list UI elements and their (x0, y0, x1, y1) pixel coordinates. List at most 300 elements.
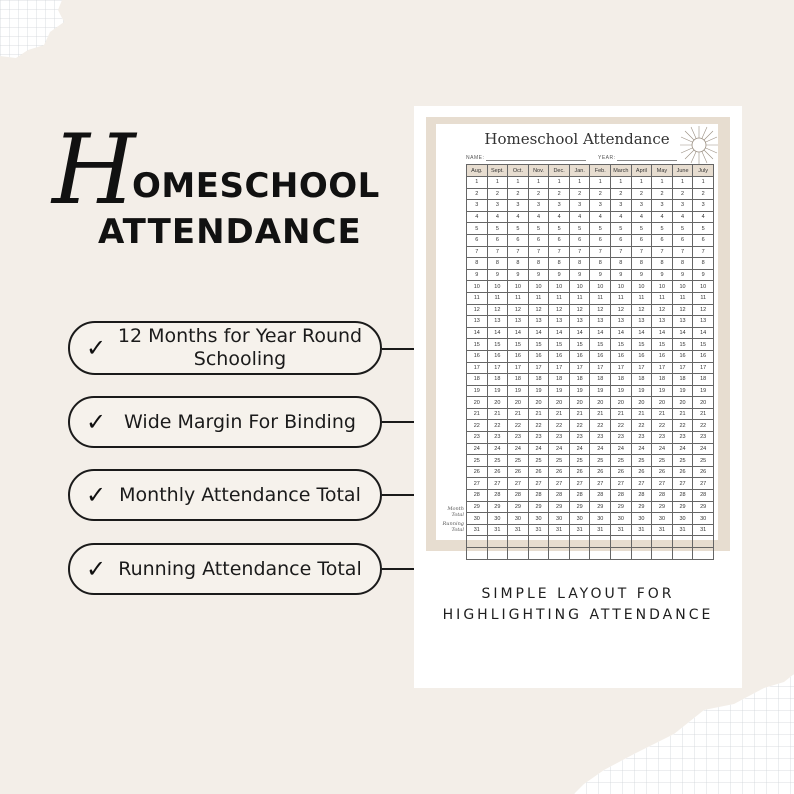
day-cell: 11 (528, 292, 549, 304)
day-cell: 27 (672, 478, 693, 490)
day-cell: 22 (487, 420, 508, 432)
title-line-2: ATTENDANCE (98, 212, 362, 252)
day-cell: 5 (631, 223, 652, 235)
day-cell: 17 (528, 362, 549, 374)
day-cell: 22 (590, 420, 611, 432)
month-header: July (693, 165, 714, 177)
day-cell: 12 (693, 304, 714, 316)
day-cell: 23 (590, 432, 611, 444)
main-title (52, 114, 422, 252)
day-cell: 8 (590, 258, 611, 270)
day-cell: 2 (631, 188, 652, 200)
day-cell: 11 (631, 292, 652, 304)
day-cell: 13 (549, 316, 570, 328)
day-cell: 2 (508, 188, 529, 200)
day-cell: 5 (487, 223, 508, 235)
day-cell: 13 (569, 316, 590, 328)
total-cell (549, 548, 570, 560)
day-cell: 5 (611, 223, 632, 235)
day-cell: 27 (693, 478, 714, 490)
day-cell: 21 (549, 408, 570, 420)
total-cell (672, 548, 693, 560)
day-cell: 10 (528, 281, 549, 293)
day-cell: 7 (549, 246, 570, 258)
day-cell: 31 (672, 524, 693, 536)
day-cell: 28 (528, 490, 549, 502)
month-header: Feb. (590, 165, 611, 177)
day-cell: 3 (590, 200, 611, 212)
day-cell: 15 (528, 339, 549, 351)
day-row (467, 258, 714, 270)
day-cell: 23 (569, 432, 590, 444)
day-row (467, 374, 714, 386)
day-cell: 6 (672, 234, 693, 246)
day-cell: 27 (508, 478, 529, 490)
day-cell: 4 (631, 211, 652, 223)
running-total-row (467, 548, 714, 560)
day-cell: 21 (528, 408, 549, 420)
day-cell: 12 (672, 304, 693, 316)
month-total-label: Month Total (447, 506, 464, 518)
total-cell (693, 548, 714, 560)
day-cell: 12 (631, 304, 652, 316)
day-cell: 17 (467, 362, 488, 374)
day-cell: 30 (549, 513, 570, 525)
day-cell: 5 (652, 223, 673, 235)
day-cell: 21 (569, 408, 590, 420)
day-cell: 1 (652, 177, 673, 189)
day-cell: 15 (508, 339, 529, 351)
day-cell: 7 (652, 246, 673, 258)
day-cell: 10 (652, 281, 673, 293)
day-cell: 5 (569, 223, 590, 235)
day-cell: 22 (652, 420, 673, 432)
day-row (467, 304, 714, 316)
total-cell (508, 536, 529, 548)
day-cell: 13 (611, 316, 632, 328)
day-cell: 25 (693, 455, 714, 467)
day-cell: 28 (508, 490, 529, 502)
day-cell: 23 (693, 432, 714, 444)
day-cell: 19 (652, 385, 673, 397)
day-cell: 17 (549, 362, 570, 374)
day-cell: 17 (693, 362, 714, 374)
day-cell: 1 (693, 177, 714, 189)
day-cell: 6 (508, 234, 529, 246)
day-cell: 3 (693, 200, 714, 212)
day-cell: 2 (693, 188, 714, 200)
day-cell: 16 (569, 350, 590, 362)
day-cell: 19 (487, 385, 508, 397)
day-cell: 3 (569, 200, 590, 212)
day-cell: 22 (528, 420, 549, 432)
month-header: March (611, 165, 632, 177)
month-header: Sept. (487, 165, 508, 177)
day-cell: 27 (467, 478, 488, 490)
day-cell: 6 (569, 234, 590, 246)
day-cell: 25 (631, 455, 652, 467)
month-header: Oct. (508, 165, 529, 177)
day-cell: 28 (590, 490, 611, 502)
day-cell: 19 (631, 385, 652, 397)
feature-pill-year-round (68, 321, 382, 375)
day-cell: 10 (672, 281, 693, 293)
title-script-initial: H (52, 114, 136, 226)
day-cell: 9 (693, 269, 714, 281)
day-cell: 10 (590, 281, 611, 293)
name-label: NAME: (466, 155, 485, 161)
day-row (467, 177, 714, 189)
day-cell: 30 (672, 513, 693, 525)
day-cell: 2 (528, 188, 549, 200)
day-cell: 13 (590, 316, 611, 328)
feature-text: Monthly Attendance Total (119, 483, 361, 506)
day-cell: 12 (528, 304, 549, 316)
day-cell: 15 (569, 339, 590, 351)
day-cell: 17 (652, 362, 673, 374)
day-cell: 25 (549, 455, 570, 467)
day-cell: 28 (672, 490, 693, 502)
day-cell: 8 (672, 258, 693, 270)
day-cell: 20 (467, 397, 488, 409)
day-cell: 18 (631, 374, 652, 386)
day-cell: 26 (652, 466, 673, 478)
day-row (467, 466, 714, 478)
day-cell: 18 (590, 374, 611, 386)
day-cell: 12 (487, 304, 508, 316)
total-cell (508, 548, 529, 560)
day-cell: 8 (487, 258, 508, 270)
day-cell: 21 (467, 408, 488, 420)
day-cell: 18 (528, 374, 549, 386)
total-cell (693, 536, 714, 548)
day-cell: 31 (693, 524, 714, 536)
total-cell (611, 548, 632, 560)
day-cell: 17 (508, 362, 529, 374)
day-row (467, 432, 714, 444)
day-cell: 6 (467, 234, 488, 246)
day-cell: 1 (631, 177, 652, 189)
total-cell (631, 536, 652, 548)
total-cell (487, 548, 508, 560)
day-cell: 15 (611, 339, 632, 351)
day-cell: 23 (672, 432, 693, 444)
day-cell: 17 (590, 362, 611, 374)
day-cell: 10 (487, 281, 508, 293)
day-cell: 26 (569, 466, 590, 478)
day-cell: 10 (508, 281, 529, 293)
day-cell: 25 (508, 455, 529, 467)
day-cell: 23 (631, 432, 652, 444)
day-cell: 22 (693, 420, 714, 432)
day-cell: 1 (672, 177, 693, 189)
day-cell: 7 (528, 246, 549, 258)
day-cell: 10 (549, 281, 570, 293)
day-cell: 26 (590, 466, 611, 478)
day-cell: 5 (528, 223, 549, 235)
total-cell (528, 548, 549, 560)
day-cell: 19 (508, 385, 529, 397)
month-header: April (631, 165, 652, 177)
day-cell: 14 (672, 327, 693, 339)
day-row (467, 362, 714, 374)
day-cell: 16 (693, 350, 714, 362)
day-cell: 17 (487, 362, 508, 374)
check-icon: ✓ (86, 481, 107, 509)
day-cell: 30 (569, 513, 590, 525)
day-cell: 21 (652, 408, 673, 420)
day-cell: 8 (549, 258, 570, 270)
layout-caption: SIMPLE LAYOUT FOR HIGHLIGHTING ATTENDANCE (442, 586, 714, 623)
day-cell: 20 (549, 397, 570, 409)
day-cell: 31 (467, 524, 488, 536)
day-cell: 24 (693, 443, 714, 455)
day-cell: 8 (467, 258, 488, 270)
check-icon: ✓ (86, 408, 107, 436)
day-row (467, 211, 714, 223)
day-cell: 22 (508, 420, 529, 432)
day-cell: 8 (569, 258, 590, 270)
year-label: YEAR: (598, 155, 616, 161)
day-row (467, 339, 714, 351)
day-row (467, 188, 714, 200)
day-cell: 2 (549, 188, 570, 200)
total-cell (549, 536, 570, 548)
day-cell: 3 (467, 200, 488, 212)
day-cell: 16 (549, 350, 570, 362)
day-cell: 3 (652, 200, 673, 212)
name-field (466, 155, 586, 161)
day-cell: 14 (569, 327, 590, 339)
day-cell: 24 (487, 443, 508, 455)
day-cell: 31 (569, 524, 590, 536)
day-cell: 2 (611, 188, 632, 200)
day-cell: 30 (487, 513, 508, 525)
day-cell: 1 (549, 177, 570, 189)
day-cell: 30 (611, 513, 632, 525)
day-cell: 30 (693, 513, 714, 525)
day-cell: 2 (487, 188, 508, 200)
day-cell: 14 (590, 327, 611, 339)
day-row (467, 327, 714, 339)
total-cell (467, 536, 488, 548)
day-cell: 26 (528, 466, 549, 478)
day-cell: 9 (528, 269, 549, 281)
day-cell: 7 (693, 246, 714, 258)
torn-paper-corner-bottom-right (574, 674, 794, 794)
day-cell: 13 (467, 316, 488, 328)
day-cell: 24 (590, 443, 611, 455)
day-cell: 31 (631, 524, 652, 536)
day-cell: 3 (549, 200, 570, 212)
day-cell: 15 (487, 339, 508, 351)
day-cell: 27 (569, 478, 590, 490)
day-cell: 30 (508, 513, 529, 525)
year-field (598, 155, 677, 161)
day-cell: 29 (569, 501, 590, 513)
day-cell: 5 (590, 223, 611, 235)
feature-pill-monthly-total (68, 469, 382, 521)
check-icon: ✓ (86, 555, 107, 583)
day-cell: 15 (467, 339, 488, 351)
day-cell: 15 (652, 339, 673, 351)
day-cell: 13 (528, 316, 549, 328)
day-row (467, 246, 714, 258)
day-cell: 19 (611, 385, 632, 397)
day-cell: 16 (528, 350, 549, 362)
day-cell: 3 (508, 200, 529, 212)
day-row (467, 281, 714, 293)
day-cell: 13 (693, 316, 714, 328)
day-cell: 4 (508, 211, 529, 223)
day-cell: 22 (467, 420, 488, 432)
day-cell: 30 (652, 513, 673, 525)
day-cell: 23 (487, 432, 508, 444)
day-cell: 11 (590, 292, 611, 304)
day-cell: 15 (672, 339, 693, 351)
day-cell: 30 (528, 513, 549, 525)
day-cell: 29 (693, 501, 714, 513)
day-cell: 13 (652, 316, 673, 328)
day-cell: 9 (508, 269, 529, 281)
day-cell: 7 (467, 246, 488, 258)
day-cell: 27 (487, 478, 508, 490)
day-cell: 20 (693, 397, 714, 409)
printable-page (436, 124, 718, 540)
day-cell: 12 (590, 304, 611, 316)
feature-pill-margin (68, 396, 382, 448)
day-cell: 16 (631, 350, 652, 362)
day-cell: 15 (590, 339, 611, 351)
day-cell: 3 (528, 200, 549, 212)
day-row (467, 223, 714, 235)
day-cell: 26 (631, 466, 652, 478)
day-cell: 18 (487, 374, 508, 386)
month-header: Aug. (467, 165, 488, 177)
day-cell: 9 (549, 269, 570, 281)
day-cell: 13 (631, 316, 652, 328)
day-cell: 16 (652, 350, 673, 362)
day-cell: 3 (631, 200, 652, 212)
day-cell: 1 (611, 177, 632, 189)
day-cell: 1 (569, 177, 590, 189)
total-cell (590, 536, 611, 548)
day-cell: 1 (487, 177, 508, 189)
day-cell: 6 (611, 234, 632, 246)
day-cell: 21 (693, 408, 714, 420)
day-cell: 24 (631, 443, 652, 455)
day-cell: 28 (549, 490, 570, 502)
day-cell: 4 (672, 211, 693, 223)
day-cell: 31 (590, 524, 611, 536)
day-cell: 25 (487, 455, 508, 467)
day-cell: 22 (549, 420, 570, 432)
day-cell: 18 (569, 374, 590, 386)
total-cell (631, 548, 652, 560)
day-cell: 29 (528, 501, 549, 513)
day-cell: 26 (611, 466, 632, 478)
day-cell: 31 (528, 524, 549, 536)
day-cell: 11 (693, 292, 714, 304)
day-cell: 26 (549, 466, 570, 478)
day-cell: 31 (487, 524, 508, 536)
day-cell: 27 (590, 478, 611, 490)
day-row (467, 316, 714, 328)
day-cell: 5 (508, 223, 529, 235)
month-total-row (467, 536, 714, 548)
day-cell: 11 (487, 292, 508, 304)
day-cell: 24 (508, 443, 529, 455)
day-cell: 19 (569, 385, 590, 397)
day-cell: 21 (631, 408, 652, 420)
day-cell: 8 (528, 258, 549, 270)
day-cell: 11 (611, 292, 632, 304)
day-cell: 16 (467, 350, 488, 362)
day-cell: 4 (467, 211, 488, 223)
day-cell: 6 (528, 234, 549, 246)
day-row (467, 501, 714, 513)
day-cell: 27 (631, 478, 652, 490)
day-cell: 25 (652, 455, 673, 467)
day-cell: 24 (467, 443, 488, 455)
day-cell: 3 (487, 200, 508, 212)
day-cell: 4 (528, 211, 549, 223)
day-cell: 28 (569, 490, 590, 502)
day-cell: 14 (508, 327, 529, 339)
day-cell: 20 (611, 397, 632, 409)
day-cell: 14 (528, 327, 549, 339)
day-cell: 7 (631, 246, 652, 258)
day-cell: 14 (693, 327, 714, 339)
day-cell: 1 (467, 177, 488, 189)
total-cell (672, 536, 693, 548)
day-cell: 8 (611, 258, 632, 270)
day-cell: 13 (508, 316, 529, 328)
day-cell: 26 (693, 466, 714, 478)
day-cell: 15 (631, 339, 652, 351)
feature-pill-running-total (68, 543, 382, 595)
day-cell: 31 (508, 524, 529, 536)
day-cell: 15 (693, 339, 714, 351)
day-cell: 29 (652, 501, 673, 513)
total-cell (487, 536, 508, 548)
day-cell: 16 (487, 350, 508, 362)
day-cell: 18 (508, 374, 529, 386)
day-cell: 27 (611, 478, 632, 490)
total-cell (590, 548, 611, 560)
day-cell: 11 (549, 292, 570, 304)
day-cell: 26 (467, 466, 488, 478)
day-cell: 14 (487, 327, 508, 339)
day-cell: 1 (508, 177, 529, 189)
day-cell: 29 (611, 501, 632, 513)
day-cell: 17 (611, 362, 632, 374)
day-cell: 4 (693, 211, 714, 223)
day-row (467, 420, 714, 432)
day-cell: 23 (508, 432, 529, 444)
day-cell: 21 (487, 408, 508, 420)
day-cell: 6 (590, 234, 611, 246)
day-cell: 14 (631, 327, 652, 339)
day-cell: 18 (549, 374, 570, 386)
day-cell: 4 (487, 211, 508, 223)
day-cell: 6 (549, 234, 570, 246)
day-cell: 24 (652, 443, 673, 455)
day-cell: 12 (611, 304, 632, 316)
day-cell: 25 (611, 455, 632, 467)
month-header: Dec. (549, 165, 570, 177)
day-row (467, 455, 714, 467)
